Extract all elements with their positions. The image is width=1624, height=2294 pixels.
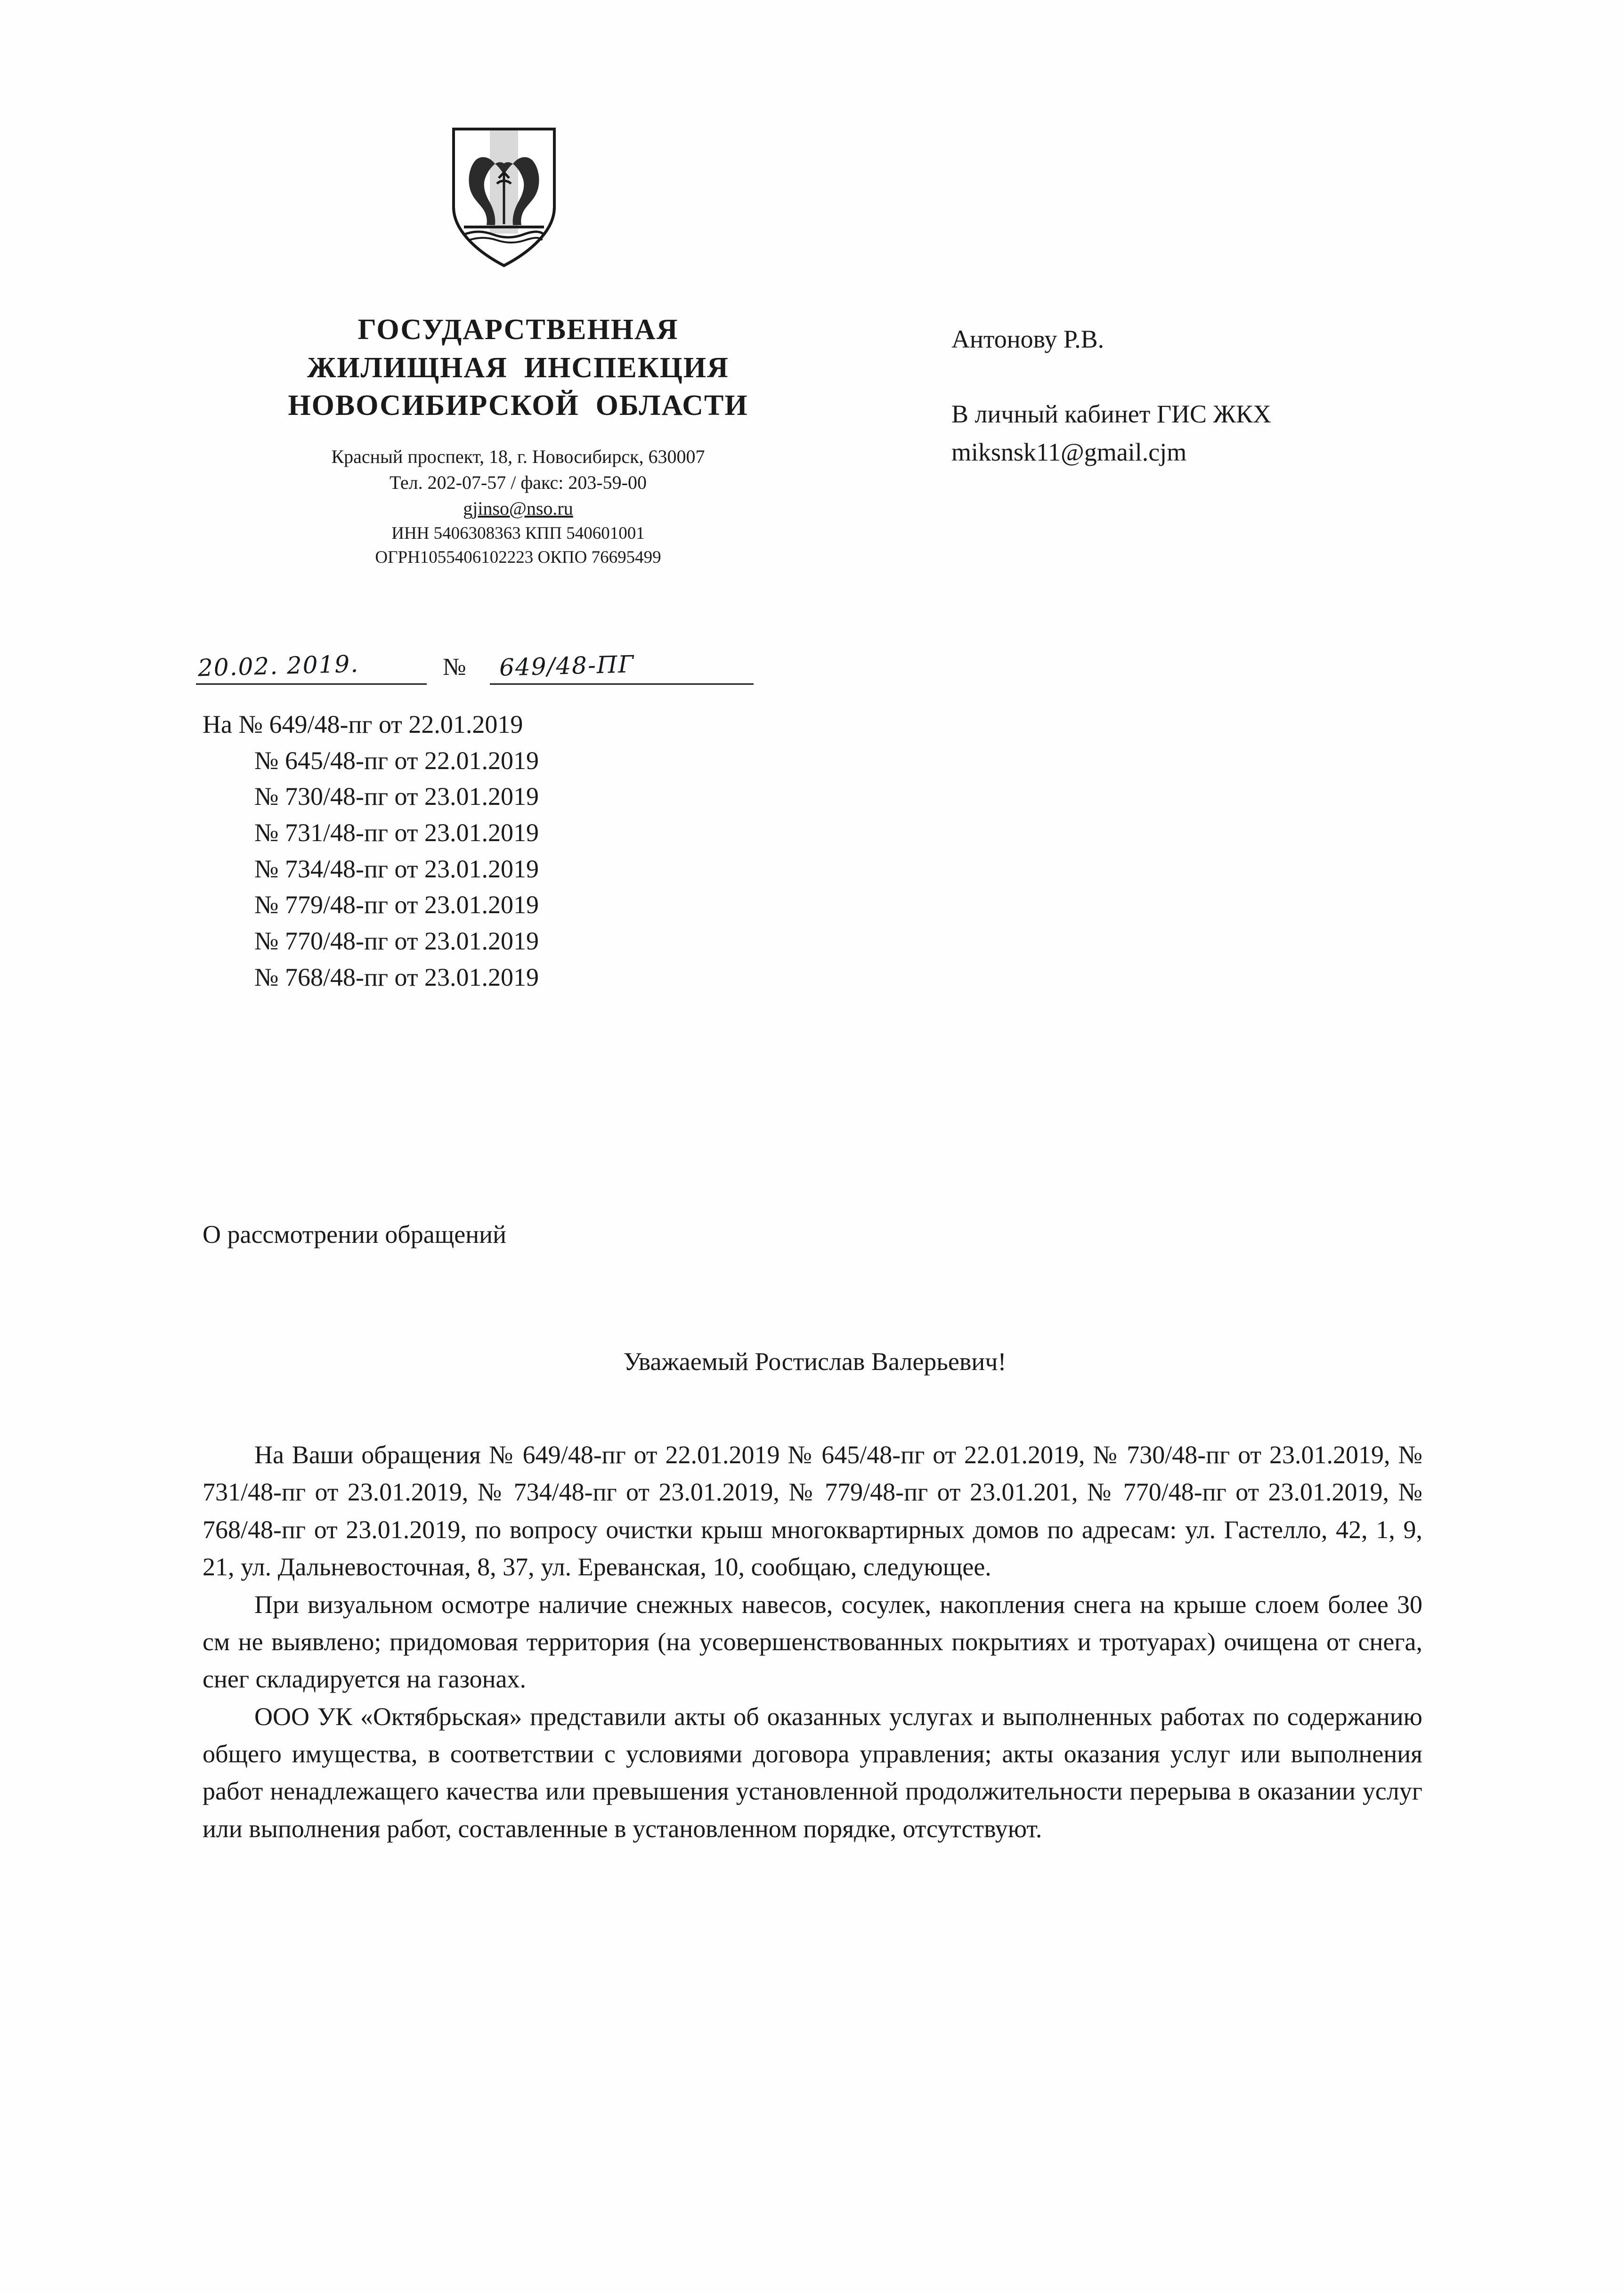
addressee-block xyxy=(951,320,1564,471)
addressee-name: Антонову Р.В. xyxy=(951,325,1104,353)
organization-contacts xyxy=(188,444,848,570)
addressee-email: miksnsk11@gmail.cjm xyxy=(951,438,1187,466)
number-symbol: № xyxy=(443,654,466,681)
reference-item: № 779/48-пг от 23.01.2019 xyxy=(254,891,539,919)
reference-item: № 730/48-пг от 23.01.2019 xyxy=(254,782,539,811)
number-underline xyxy=(490,683,754,685)
outgoing-registration-row xyxy=(198,652,810,695)
reference-item: № 731/48-пг от 23.01.2019 xyxy=(254,819,539,847)
reference-item: № 770/48-пг от 23.01.2019 xyxy=(254,927,539,956)
reference-first: На № 649/48-пг от 22.01.2019 xyxy=(203,710,523,738)
body-paragraph: ООО УК «Октябрьская» представили акты об оказанных услугах и выполненных работах по содержанию общего имущества, в соответствии с условиями договора управления; акты оказания услуг или выполнения работ ненадлежащего качества или превышения установленной продолжительности перерыва в оказании услуг или выполнения работ, составленные в установленном порядке, отсутствуют. xyxy=(203,1702,1422,1843)
handwritten-number: 649/48-ПГ xyxy=(499,650,635,681)
reference-item: № 734/48-пг от 23.01.2019 xyxy=(254,854,539,883)
body-paragraph: При визуальном осмотре наличие снежных навесов, сосулек, накопления снега на крыше слоем более 30 см не выявлено; придомовая территория (на усовершенствованных покрытиях и тротуарах) очищена от снега, снег складируется на газонах. xyxy=(203,1590,1422,1694)
reference-list xyxy=(203,706,909,995)
letterhead xyxy=(188,311,848,569)
organization-address: Красный проспект, 18, г. Новосибирск, 630007 xyxy=(331,446,705,467)
addressee-delivery-channel: В личный кабинет ГИС ЖКХ xyxy=(951,400,1271,428)
organization-title xyxy=(188,311,848,425)
reference-item: № 645/48-пг от 22.01.2019 xyxy=(254,746,539,775)
organization-phone: Тел. 202-07-57 / факс: 203-59-00 xyxy=(390,471,647,493)
organization-email-link[interactable]: gjinso@nso.ru xyxy=(463,498,573,519)
handwritten-date: 20.02. 2019. xyxy=(197,650,359,682)
organization-title-line2: ЖИЛИЩНАЯ ИНСПЕКЦИЯ xyxy=(307,351,729,384)
body-paragraph: На Ваши обращения № 649/48-пг от 22.01.2019 № 645/48-пг от 22.01.2019, № 730/48-пг от 23.01.2019, № 731/48-пг от 23.01.2019, № 734/48-пг от 23.01.2019, № 779/48-пг от 23.01.201, № 770/48-пг от 23.01.2019, № 768/48-пг от 23.01.2019, по вопросу очистки крыш многоквартирных домов по адресам: ул. Гастелло, 42, 1, 9, 21, ул. Дальневосточная, 8, 37, ул. Ереванская, 10, сообщаю, следующее. xyxy=(203,1441,1422,1581)
organization-codes-ogrn-okpo: ОГРН1055406102223 ОКПО 76695499 xyxy=(375,548,661,567)
document-subject: О рассмотрении обращений xyxy=(203,1220,506,1248)
coat-of-arms-icon xyxy=(450,127,558,268)
reference-item: № 768/48-пг от 23.01.2019 xyxy=(254,963,539,991)
organization-title-line3: НОВОСИБИРСКОЙ ОБЛАСТИ xyxy=(288,389,748,422)
organization-codes-inn-kpp: ИНН 5406308363 КПП 540601001 xyxy=(391,524,645,543)
organization-title-line1: ГОСУДАРСТВЕННАЯ xyxy=(357,314,679,346)
salutation: Уважаемый Ростислав Валерьевич! xyxy=(623,1347,1007,1376)
document-body xyxy=(203,1436,1422,1848)
date-underline xyxy=(196,683,427,685)
